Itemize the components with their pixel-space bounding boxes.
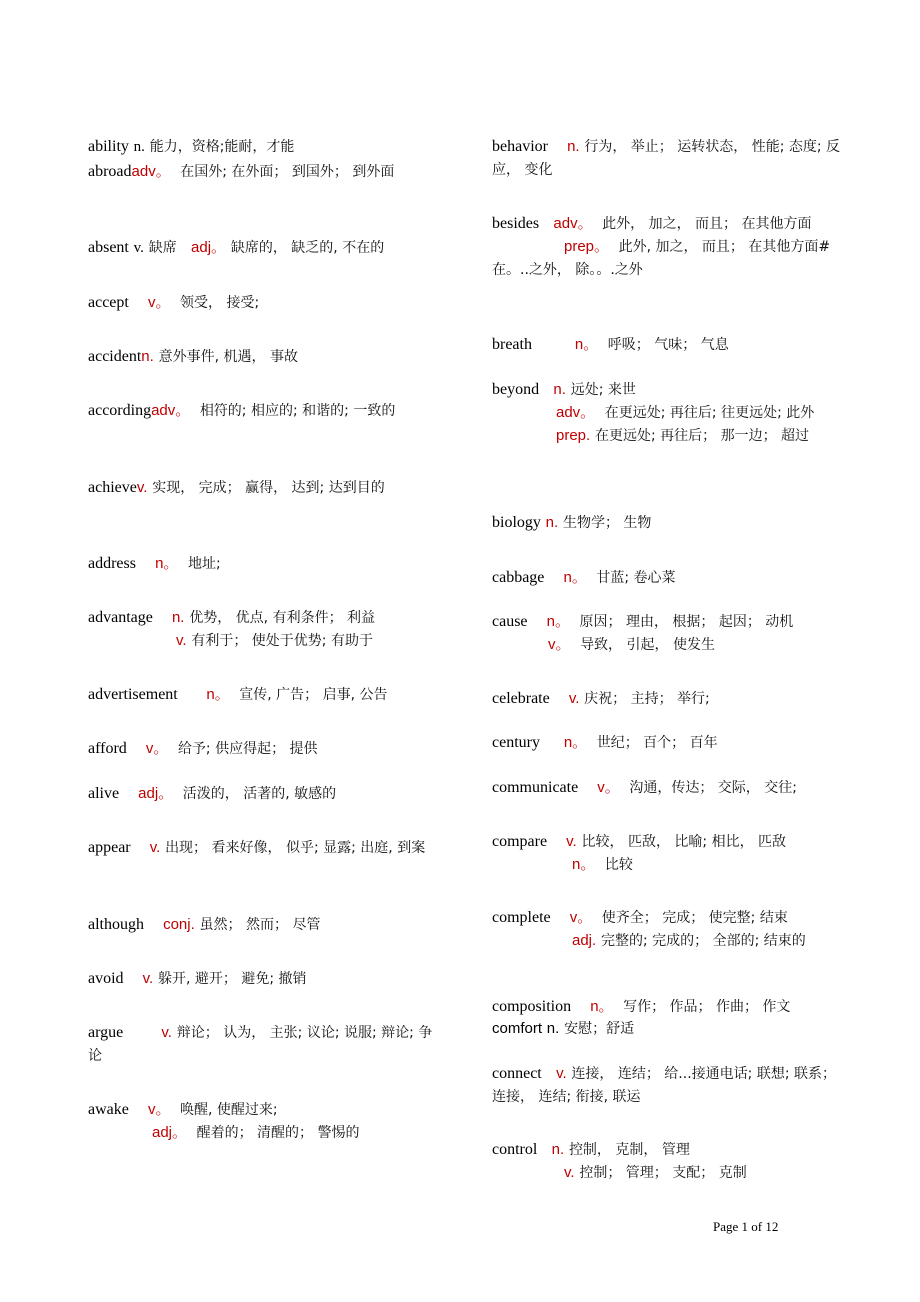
entry-cause: [492, 610, 842, 656]
headword: according: [88, 402, 152, 419]
definition: 唤醒, 使醒过来;: [180, 1102, 278, 1118]
part-of-speech: n。: [206, 686, 230, 703]
entry-besides: [492, 212, 842, 281]
entry-compare: [492, 830, 842, 876]
entry-behavior: [492, 135, 842, 181]
headword: ability: [88, 138, 129, 155]
definition: 在更远处; 再往后； 那一边； 超过: [594, 428, 810, 444]
part-of-speech: v.: [176, 632, 187, 649]
part-of-speech: adj。: [191, 239, 227, 256]
part-of-speech: v.: [564, 1164, 575, 1181]
definition: 在更远处; 再往后; 往更远处; 此外: [604, 405, 815, 421]
headword: although: [88, 916, 144, 933]
entry-afford: [88, 737, 438, 760]
part-of-speech: v.: [136, 479, 148, 496]
definition: 缺席: [148, 240, 177, 256]
definition: 此外, 加之， 而且； 在其他方面#在。..之外， 除。。.之外: [492, 239, 831, 278]
part-of-speech: adj。: [138, 785, 174, 802]
definition: 呼吸； 气味； 气息: [607, 337, 729, 353]
definition: 优势， 优点, 有利条件； 利益: [189, 610, 376, 626]
headword: cabbage: [492, 569, 545, 586]
headword: comfort: [492, 1020, 543, 1037]
entry-achieve: [88, 476, 438, 499]
definition: 世纪； 百个； 百年: [596, 735, 718, 751]
definition: 实现， 完成； 赢得， 达到; 达到目的: [152, 480, 385, 496]
definition: 宣传, 广告； 启事, 公告: [239, 687, 388, 703]
definition: 生物学； 生物: [562, 515, 652, 531]
entry-avoid: [88, 967, 438, 990]
definition: 出现； 看来好像， 似乎; 显露; 出庭, 到案: [165, 840, 426, 856]
entry-control: [492, 1138, 842, 1184]
headword: besides: [492, 215, 540, 232]
headword: argue: [88, 1024, 124, 1041]
entry-argue: [88, 1021, 438, 1067]
definition: 地址;: [187, 556, 221, 572]
part-of-speech: v。: [569, 909, 593, 926]
entry-complete: [492, 906, 842, 952]
part-of-speech: adv。: [553, 215, 593, 232]
entry-according: [88, 399, 438, 422]
definition: 使齐全； 完成； 使完整; 结束: [601, 910, 788, 926]
headword: cause: [492, 613, 528, 630]
entry-cabbage: [492, 566, 842, 589]
headword: achieve: [88, 479, 137, 496]
definition: 此外， 加之， 而且； 在其他方面: [602, 216, 812, 232]
part-of-speech: n.: [553, 381, 566, 398]
headword: breath: [492, 336, 532, 353]
part-of-speech: adv。: [556, 404, 596, 421]
headword: alive: [88, 785, 120, 802]
part-of-speech: n.: [171, 609, 185, 626]
part-of-speech: v。: [147, 1101, 171, 1118]
part-of-speech: prep.: [556, 427, 591, 444]
part-of-speech: v.: [149, 839, 161, 856]
definition: 能力，资格;能耐，才能: [149, 139, 295, 155]
headword: awake: [88, 1101, 129, 1118]
part-of-speech: n。: [563, 734, 588, 751]
definition: 比较: [604, 857, 633, 873]
definition: 比较， 匹敌， 比喻; 相比， 匹敌: [581, 834, 787, 850]
headword: beyond: [492, 381, 540, 398]
definition: 缺席的， 缺乏的, 不在的: [230, 240, 385, 256]
headword: biology: [492, 514, 541, 531]
part-of-speech: n.: [567, 138, 580, 155]
part-of-speech: adv。: [131, 163, 171, 180]
part-of-speech: n.: [546, 1020, 560, 1037]
part-of-speech: v.: [133, 240, 144, 256]
part-of-speech: v。: [597, 779, 620, 796]
part-of-speech: n。: [155, 555, 179, 572]
headword: connect: [492, 1065, 542, 1082]
definition: 醒着的； 清醒的； 警惕的: [196, 1125, 360, 1141]
entry-composition: [492, 995, 842, 1018]
headword: afford: [88, 740, 127, 757]
part-of-speech: v。: [548, 636, 571, 653]
part-of-speech: n。: [574, 336, 599, 353]
headword: celebrate: [492, 690, 550, 707]
entry-abroad: [88, 160, 438, 183]
headword: complete: [492, 909, 551, 926]
entry-ability: [88, 135, 438, 158]
headword: abroad: [88, 163, 132, 180]
part-of-speech: n。: [572, 856, 596, 873]
headword: accept: [88, 294, 129, 311]
entry-awake: [88, 1098, 438, 1144]
entry-absent: [88, 236, 438, 259]
entry-comfort: [492, 1017, 842, 1040]
part-of-speech: prep。: [564, 238, 610, 255]
definition: 意外事件, 机遇， 事故: [158, 349, 298, 365]
headword: control: [492, 1141, 538, 1158]
definition: 在国外; 在外面； 到国外； 到外面: [180, 164, 395, 180]
part-of-speech: n.: [551, 1141, 565, 1158]
headword: advantage: [88, 609, 153, 626]
definition: 控制， 克制， 管理: [568, 1142, 690, 1158]
headword: avoid: [88, 970, 124, 987]
definition: 甘蓝; 卷心菜: [596, 570, 676, 586]
entry-biology: [492, 511, 842, 534]
entry-communicate: [492, 776, 842, 799]
part-of-speech: v.: [568, 690, 580, 707]
headword: behavior: [492, 138, 548, 155]
part-of-speech: n。: [546, 613, 570, 630]
entry-breath: [492, 333, 842, 356]
part-of-speech: n。: [590, 998, 614, 1015]
entry-advantage: [88, 606, 438, 652]
definition: 写作； 作品； 作曲； 作文: [623, 999, 791, 1015]
headword: advertisement: [88, 686, 178, 703]
part-of-speech: adj。: [152, 1124, 188, 1141]
definition: 有利于； 使处于优势; 有助于: [191, 633, 373, 649]
definition: 相符的; 相应的; 和谐的; 一致的: [199, 403, 396, 419]
page-number: Page 1 of 12: [713, 1219, 779, 1234]
definition: 完整的; 完成的； 全部的; 结束的: [600, 933, 806, 949]
part-of-speech: v.: [556, 1065, 567, 1082]
definition: 导致， 引起， 使发生: [580, 637, 715, 653]
headword: accident: [88, 348, 142, 365]
part-of-speech: v.: [566, 833, 577, 850]
definition: 虽然； 然而； 尽管: [199, 917, 321, 933]
entry-appear: [88, 836, 438, 859]
headword: composition: [492, 998, 572, 1015]
part-of-speech: conj.: [163, 916, 195, 933]
definition: 沟通，传达； 交际， 交往;: [629, 780, 797, 796]
entry-beyond: [492, 378, 842, 447]
headword: address: [88, 555, 136, 572]
headword: appear: [88, 839, 131, 856]
definition: 领受， 接受;: [180, 295, 260, 311]
part-of-speech: v.: [161, 1024, 172, 1041]
part-of-speech: v.: [142, 970, 154, 987]
entry-celebrate: [492, 687, 842, 710]
entry-advertisement: [88, 683, 438, 706]
part-of-speech: n.: [133, 139, 145, 155]
definition: 活泼的， 活著的, 敏感的: [182, 786, 337, 802]
headword: absent: [88, 239, 129, 256]
headword: compare: [492, 833, 548, 850]
definition: 连接， 连结； 给...接通电话; 联想; 联系； 连接， 连结; 衔接, 联运: [492, 1066, 836, 1105]
definition: 行为， 举止； 运转状态， 性能; 态度; 反应， 变化: [492, 139, 841, 178]
entry-century: [492, 731, 842, 754]
definition: 辩论； 认为， 主张; 议论; 说服; 辩论; 争论: [88, 1025, 433, 1064]
definition: 庆祝； 主持； 举行;: [584, 691, 710, 707]
definition: 安慰；舒适: [564, 1021, 635, 1037]
definition: 原因； 理由， 根据； 起因； 动机: [579, 614, 794, 630]
definition: 躲开, 避开； 避免; 撤销: [157, 971, 307, 987]
entry-accident: [88, 345, 438, 368]
entry-connect: [492, 1062, 842, 1108]
part-of-speech: v。: [145, 740, 169, 757]
headword: communicate: [492, 779, 579, 796]
headword: century: [492, 734, 540, 751]
part-of-speech: adj.: [572, 932, 597, 949]
part-of-speech: adv。: [151, 402, 191, 419]
definition: 控制； 管理； 支配； 克制: [579, 1165, 747, 1181]
part-of-speech: n.: [545, 514, 559, 531]
entry-alive: [88, 782, 438, 805]
entry-accept: [88, 291, 438, 314]
part-of-speech: n.: [141, 348, 154, 365]
part-of-speech: v。: [147, 294, 171, 311]
part-of-speech: n。: [563, 569, 587, 586]
definition: 远处; 来世: [570, 382, 636, 398]
definition: 给予; 供应得起； 提供: [177, 741, 318, 757]
entry-address: [88, 552, 438, 575]
entry-although: [88, 913, 438, 936]
